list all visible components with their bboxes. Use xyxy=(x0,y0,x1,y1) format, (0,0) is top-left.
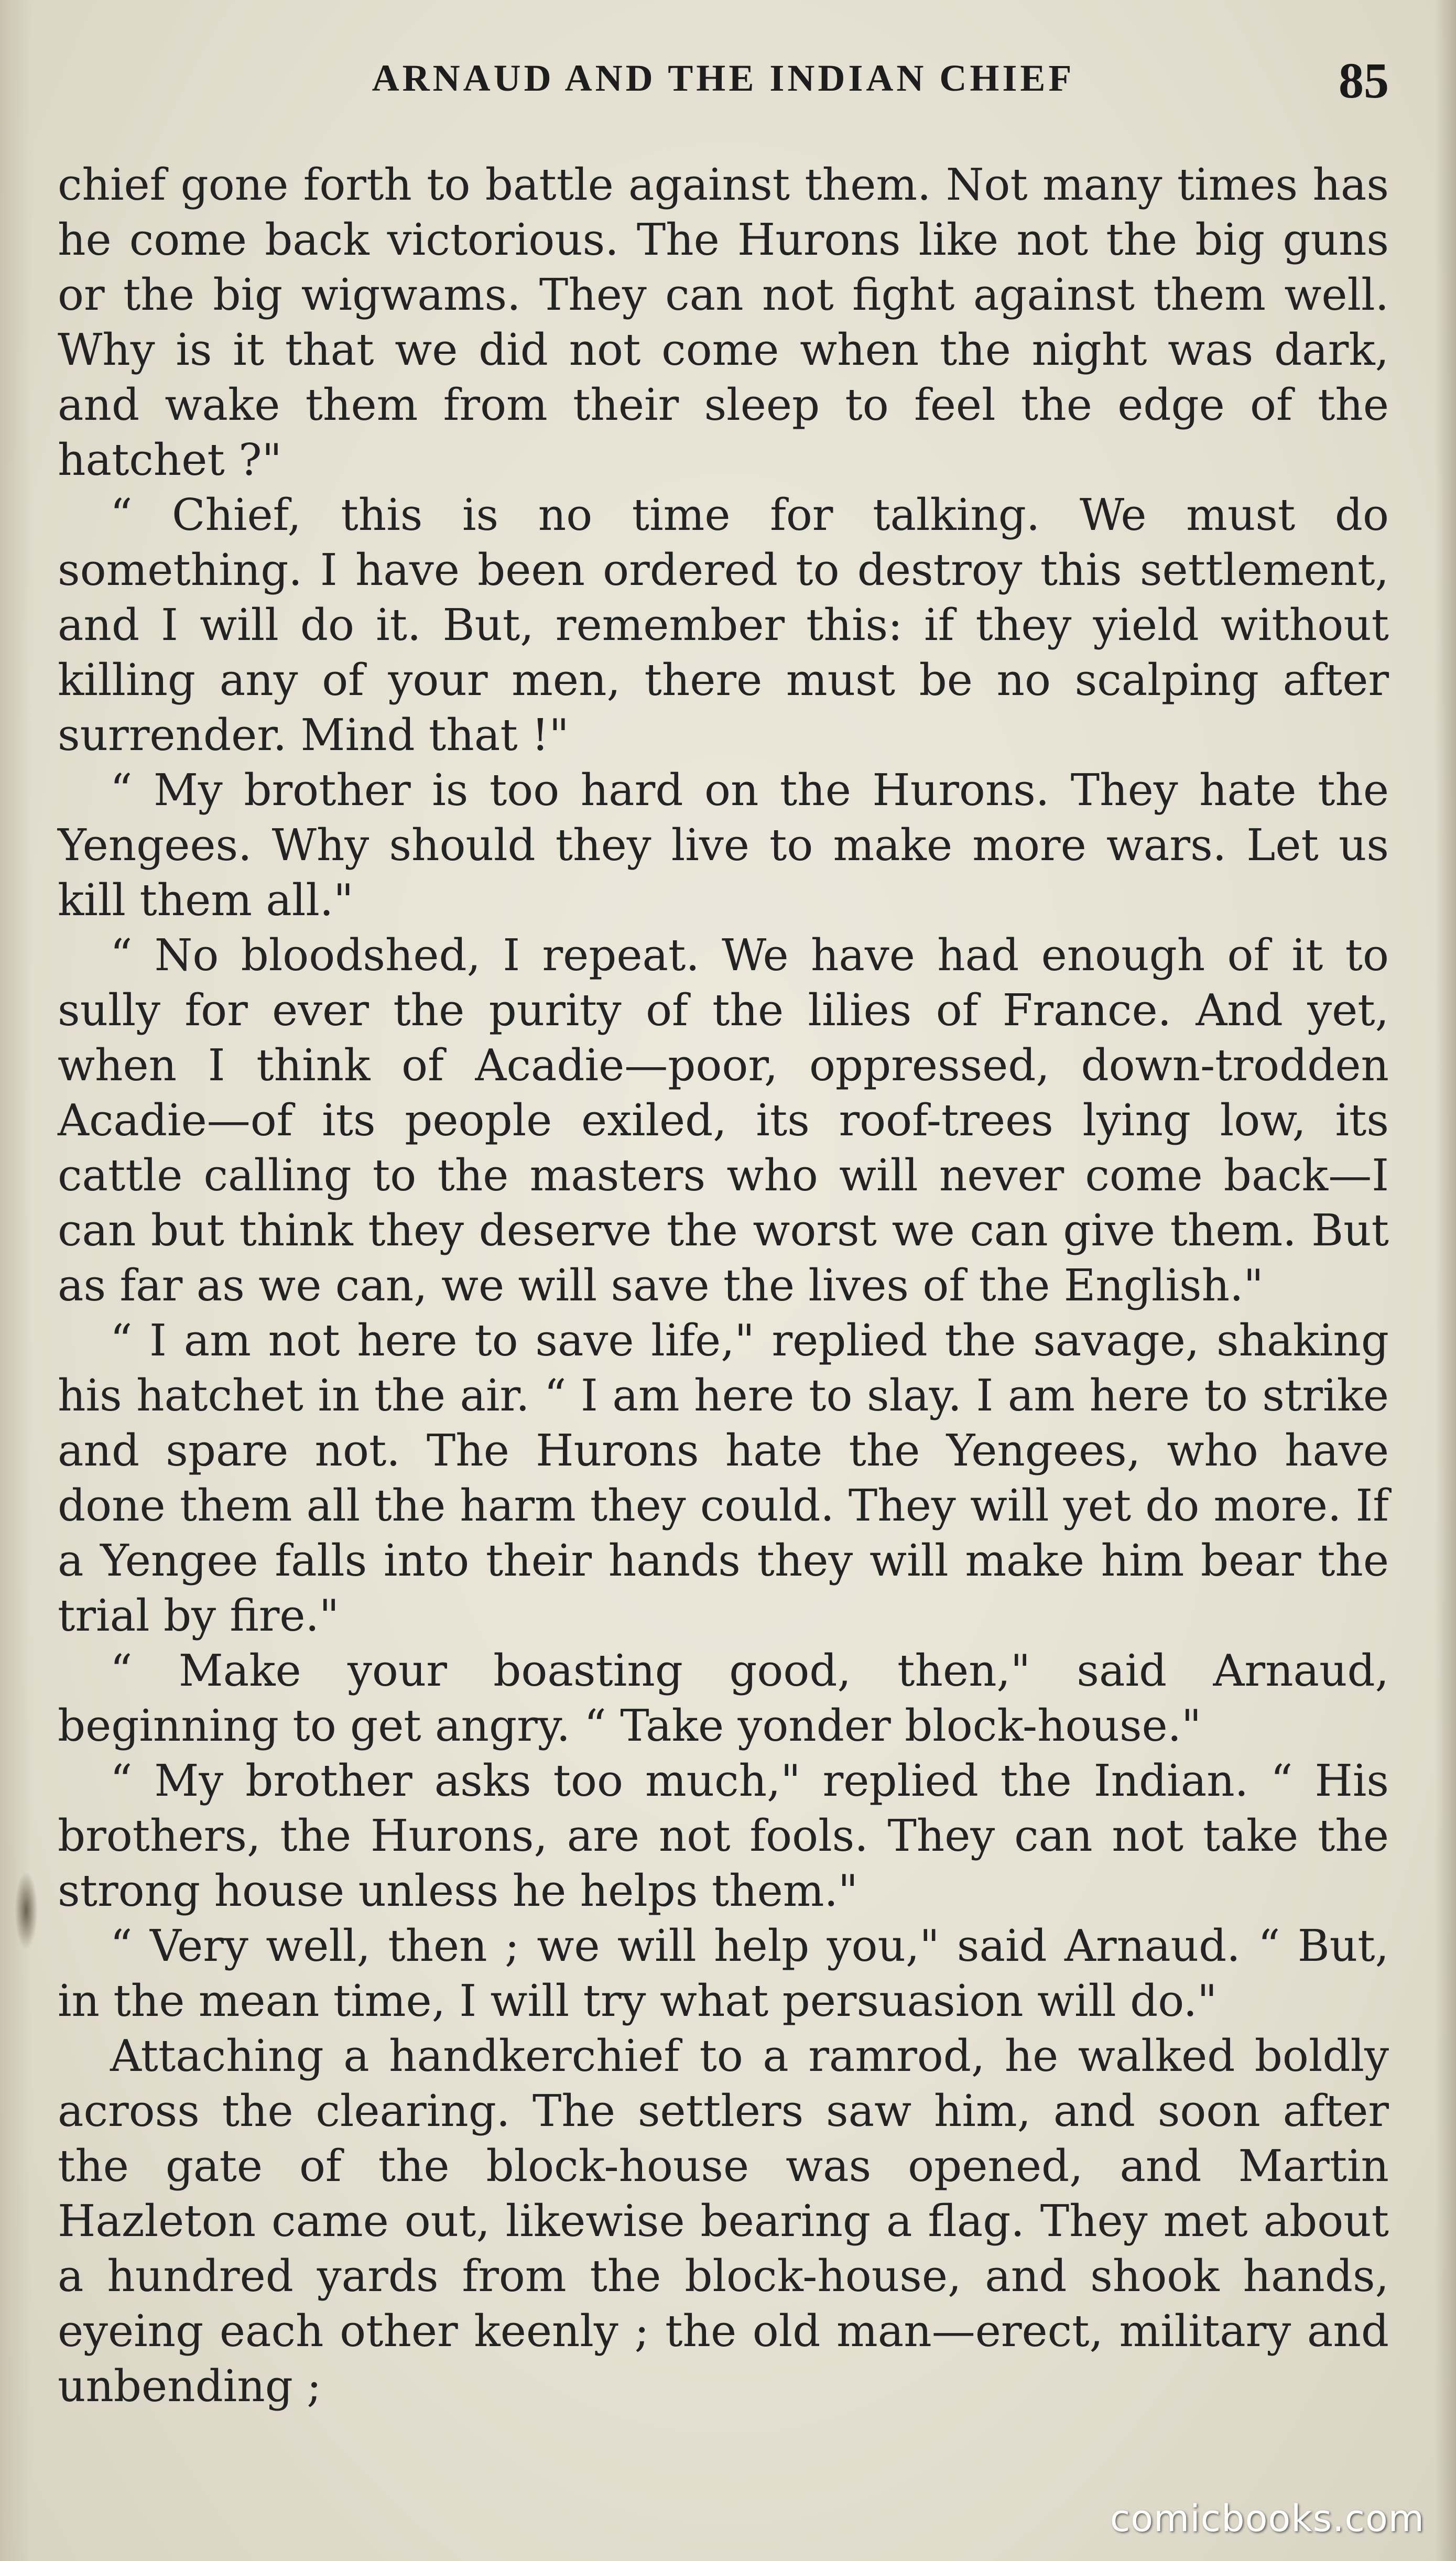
page-number: 85 xyxy=(1339,52,1389,108)
running-head xyxy=(58,52,1389,114)
paragraph: “ Chief, this is no time for talking. We must do something. I have been ordered to destroy this settlement, and I will do it. But, remember this: if they yield without killing any of your men, there must be no scalping after surrender. Mind that !" xyxy=(58,490,1389,761)
paragraph: “ No bloodshed, I repeat. We have had enough of it to sully for ever the purity of the lilies of France. And yet, when I think of Acadie—poor, oppressed, down-trodden Acadie—of its people exiled, its roof-trees lying low, its cattle calling to the masters who will never come back—I can but think they deserve the worst we can give them. But as far as we can, we will save the lives of the English." xyxy=(58,930,1389,1311)
paragraph: “ My brother is too hard on the Hurons. They hate the Yengees. Why should they live to make more wars. Let us kill them all." xyxy=(58,765,1389,926)
paragraph: Attaching a handkerchief to a ramrod, he walked boldly across the clearing. The settlers saw him, and soon after the gate of the block-house was opened, and Martin Hazleton came out, likewise bearing a flag. They met about a hundred yards from the block-house, and shook hands, eyeing each other keenly ; the old man—erect, military and unbending ; xyxy=(58,2031,1389,2412)
page-left-edge xyxy=(0,0,31,2561)
watermark: comicbooks.com xyxy=(1110,2497,1425,2540)
paragraph: “ Make your boasting good, then," said Arnaud, beginning to get angry. “ Take yonder block-house." xyxy=(58,1645,1389,1751)
ink-smudge xyxy=(15,1871,38,1950)
paragraph: chief gone forth to battle against them. Not many times has he come back victorious. The Hurons like not the big guns or the big wigwams. They can not fight against them well. Why is it that we did not come when the night was dark, and wake them from their sleep to feel the edge of the hatchet ?" xyxy=(58,159,1389,485)
page-right-edge xyxy=(1435,0,1456,2561)
running-title: ARNAUD AND THE INDIAN CHIEF xyxy=(372,57,1075,99)
paragraph: “ Very well, then ; we will help you," said Arnaud. “ But, in the mean time, I will try what persuasion will do." xyxy=(58,1920,1389,2026)
paragraph: “ I am not here to save life," replied the savage, shaking his hatchet in the air. “ I am here to slay. I am here to strike and spare not. The Hurons hate the Yengees, who have done them all the harm they could. They will yet do more. If a Yengee falls into their hands they will make him bear the trial by fire." xyxy=(58,1315,1389,1641)
paragraph: “ My brother asks too much," replied the Indian. “ His brothers, the Hurons, are not fools. They can not take the strong house unless he helps them." xyxy=(58,1755,1389,1916)
body-text xyxy=(58,157,1389,2414)
